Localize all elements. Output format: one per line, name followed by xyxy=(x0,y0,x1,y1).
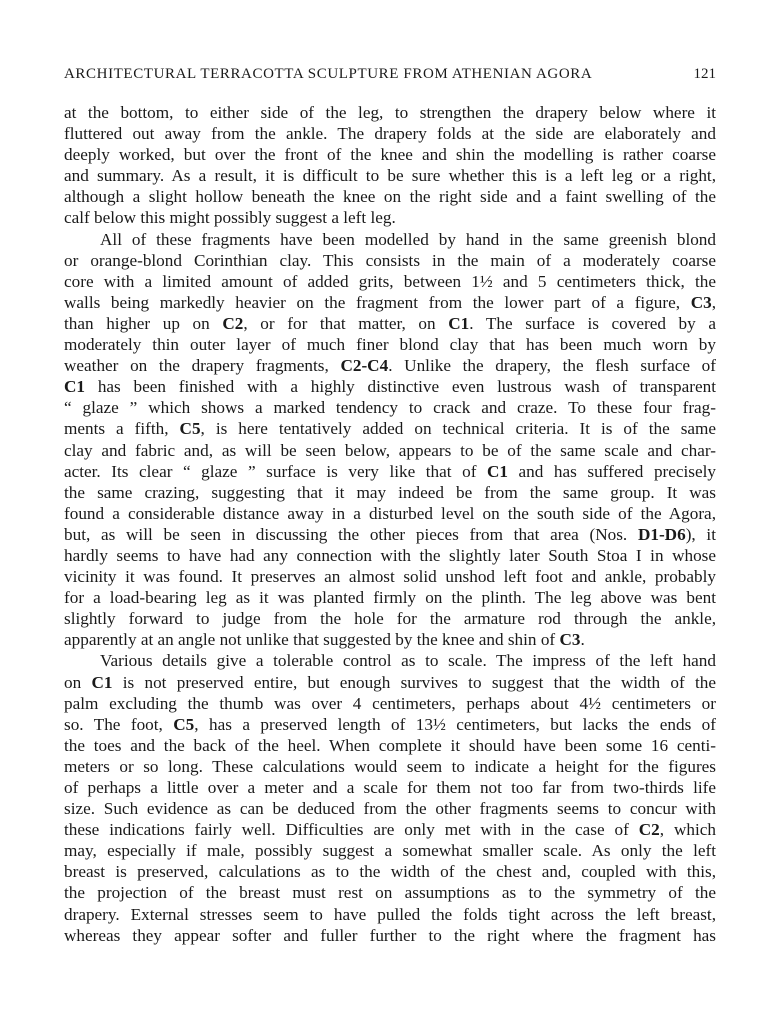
text-line: acter. Its clear “ glaze ” surface is very like that of C1 and has suffered precisely xyxy=(64,461,716,481)
text-line: of perhaps a little over a meter and a scale for them not too far from two-thirds life xyxy=(64,778,716,797)
text-line: ments a fifth, C5, is here tentatively added on technical criteria. It is of the same xyxy=(64,419,716,439)
text-line: fluttered out away from the ankle. The drapery folds at the side are elaborately and xyxy=(64,124,716,144)
catalogue-reference: C2 xyxy=(638,820,660,840)
text-line: the same crazing, suggesting that it may indeed be from the same group. It was xyxy=(64,482,716,502)
text-line: at the bottom, to either side of the leg, to strengthen the drapery below where it xyxy=(64,103,716,122)
body-text xyxy=(64,102,716,946)
text-line: these indications fairly well. Difficulties are only met with in the case of C2, which xyxy=(64,820,716,840)
text-line: the projection of the breast must rest on assumptions as to the symmetry of the xyxy=(64,883,716,903)
page-number: 121 xyxy=(693,66,716,82)
text-line: hardly seems to have had any connection with the slightly later South Stoa I in whose xyxy=(64,545,716,565)
catalogue-reference: C3 xyxy=(690,292,712,312)
text-line: so. The foot, C5, has a preserved length of 13½ centimeters, but lacks the ends of xyxy=(64,714,716,734)
text-line: meters or so long. These calculations would seem to indicate a height for the figures xyxy=(64,756,716,776)
catalogue-reference: C5 xyxy=(179,419,201,439)
catalogue-reference: C1 xyxy=(91,672,113,692)
running-head xyxy=(64,66,716,88)
text-line: apparently at an angle not unlike that suggested by the knee and shin of C3. xyxy=(64,630,585,650)
catalogue-reference: C1 xyxy=(64,377,86,397)
text-line: but, as will be seen in discussing the other pieces from that area (Nos. D1-D6), it xyxy=(64,524,716,544)
text-line: “ glaze ” which shows a marked tendency to crack and craze. To these four frag- xyxy=(64,398,716,418)
running-head-title: ARCHITECTURAL TERRACOTTA SCULPTURE FROM ATHENIAN AGORA xyxy=(64,66,593,82)
text-line: calf below this might possibly suggest a left leg. xyxy=(64,208,396,228)
catalogue-reference: C1 xyxy=(448,313,470,333)
text-line: walls being markedly heavier on the fragment from the lower part of a figure, C3, xyxy=(64,292,716,312)
text-line: clay and fabric and, as will be seen below, appears to be of the same scale and char- xyxy=(64,440,716,460)
text-line: and summary. As a result, it is difficult to be sure whether this is a left leg or a right, xyxy=(64,166,716,186)
text-line: palm excluding the thumb was over 4 centimeters, perhaps about 4½ centimeters or xyxy=(64,693,716,713)
text-line: drapery. External stresses seem to have pulled the folds tight across the left breast, xyxy=(64,904,716,924)
text-line: on C1 is not preserved entire, but enough survives to suggest that the width of the xyxy=(64,672,716,692)
catalogue-reference: D1-D6 xyxy=(637,524,686,544)
text-line: weather on the drapery fragments, C2-C4. Unlike the drapery, the flesh surface of xyxy=(64,356,716,376)
text-line: vicinity it was found. It preserves an almost solid unshod left foot and ankle, probably xyxy=(64,567,716,587)
text-line: core with a limited amount of added grits, between 1½ and 5 centimeters thick, the xyxy=(64,271,716,291)
text-line: found a considerable distance away in a disturbed level on the south side of the Agora, xyxy=(64,503,716,523)
text-line: slightly forward to judge from the hole for the armature rod through the ankle, xyxy=(64,609,716,629)
text-line: may, especially if male, possibly suggest a somewhat smaller scale. As only the left xyxy=(64,841,716,861)
text-line: breast is preserved, calculations as to the width of the chest and, coupled with this, xyxy=(64,862,716,882)
text-line: whereas they appear softer and fuller further to the right where the fragment has xyxy=(64,925,716,945)
text-line: size. Such evidence as can be deduced from the other fragments seems to concur with xyxy=(64,799,716,819)
text-line: than higher up on C2, or for that matter, on C1. The surface is covered by a xyxy=(64,313,716,333)
text-line: or orange-blond Corinthian clay. This consists in the main of a moderately coarse xyxy=(64,250,716,270)
text-line: the toes and the back of the heel. When complete it should have been some 16 centi- xyxy=(64,735,716,755)
paragraph-start-line: All of these fragments have been modelled by hand in the same greenish blond xyxy=(100,229,716,249)
paragraph-start-line: Various details give a tolerable control as to scale. The impress of the left hand xyxy=(100,651,716,671)
catalogue-reference: C1 xyxy=(486,461,508,481)
catalogue-reference: C3 xyxy=(559,630,581,650)
text-line: moderately thin outer layer of much finer blond clay that has been much worn by xyxy=(64,335,716,355)
text-line: although a slight hollow beneath the knee on the right side and a faint swelling of the xyxy=(64,187,716,207)
catalogue-reference: C5 xyxy=(173,714,195,734)
catalogue-reference: C2-C4 xyxy=(340,356,389,376)
text-line: for a load-bearing leg as it was planted firmly on the plinth. The leg above was bent xyxy=(64,588,716,608)
text-line: deeply worked, but over the front of the knee and shin the modelling is rather coarse xyxy=(64,145,716,165)
catalogue-reference: C2 xyxy=(222,313,244,333)
text-line: C1 has been finished with a highly distinctive even lustrous wash of transparent xyxy=(64,377,716,397)
